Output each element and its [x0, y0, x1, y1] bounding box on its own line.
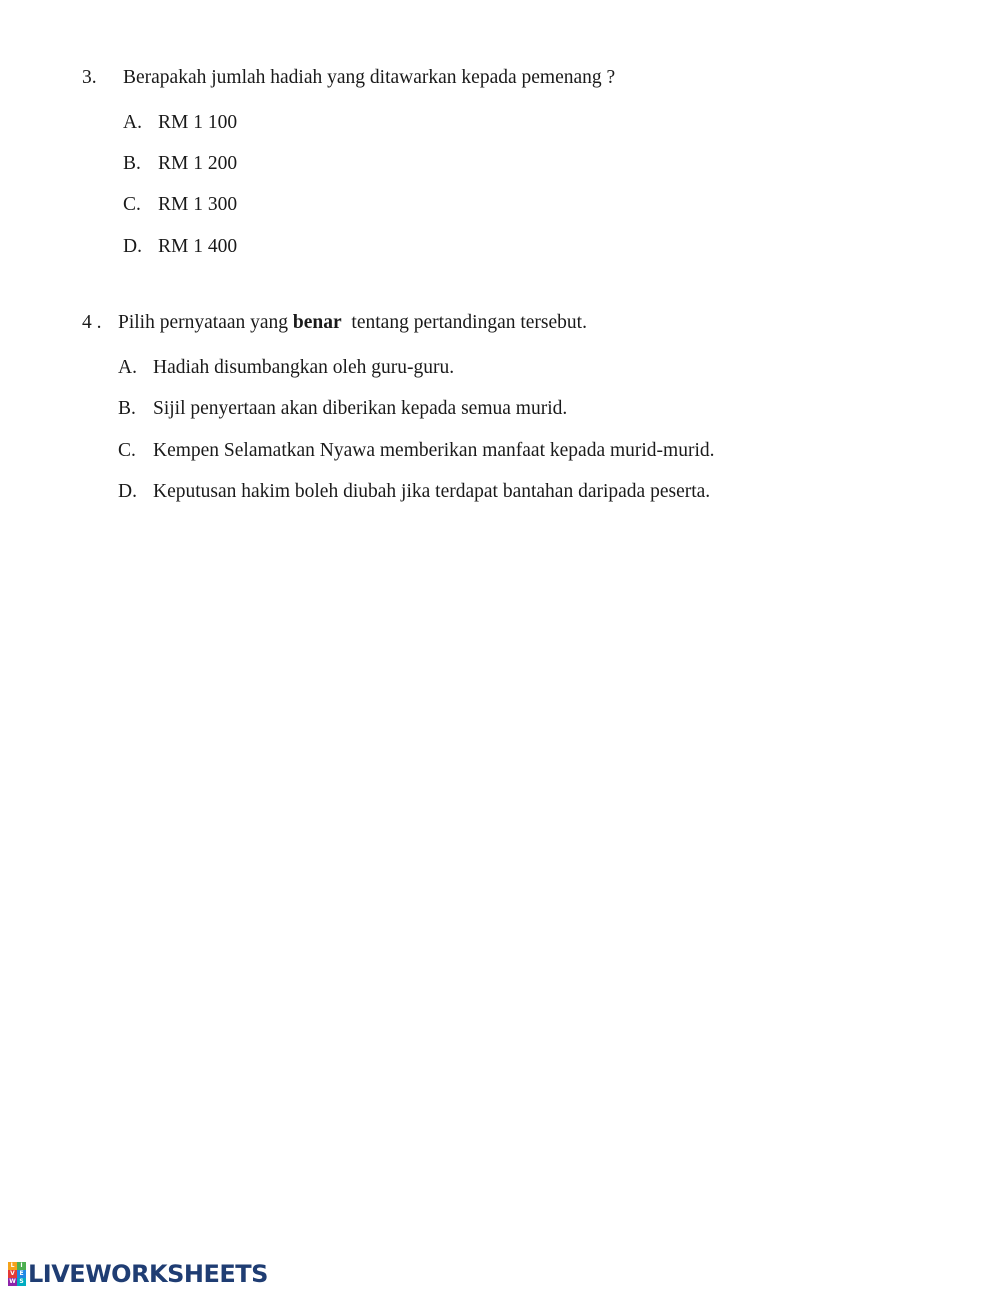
question-3-option-c-text[interactable]: RM 1 300 [158, 194, 238, 215]
liveworksheets-logo-text: LIVEWORKSHEETS [28, 1260, 268, 1288]
question-3-option-b-letter[interactable]: B. [123, 153, 141, 174]
question-4-option-c-letter[interactable]: C. [118, 440, 136, 461]
logo-icon-cell: V [8, 1270, 17, 1278]
question-4-text-bold: benar [292, 312, 342, 333]
question-4-number: 4 . [82, 312, 102, 333]
question-4-option-c-text[interactable]: Kempen Selamatkan Nyawa memberikan manfaat kepada murid-murid. [153, 440, 715, 461]
question-3-option-d-letter[interactable]: D. [123, 236, 142, 257]
logo-icon-cell: W [9, 1278, 16, 1285]
logo-icon-cell: I [17, 1262, 26, 1270]
liveworksheets-logo[interactable] [8, 1259, 268, 1289]
logo-icon-cell: E [17, 1270, 26, 1278]
question-3-option-b-text[interactable]: RM 1 200 [158, 153, 238, 174]
question-4-option-d-text[interactable]: Keputusan hakim boleh diubah jika terdapat bantahan daripada peserta. [153, 481, 711, 502]
logo-icon-cell: S [17, 1278, 26, 1286]
logo-icon-cell: L [8, 1262, 17, 1270]
question-4-text-after: tentang pertandingan tersebut. [341, 312, 587, 333]
question-4-option-b-letter[interactable]: B. [118, 398, 136, 419]
question-3-option-a-letter[interactable]: A. [123, 112, 142, 133]
question-4-text [118, 311, 587, 335]
question-3-option-c-letter[interactable]: C. [123, 194, 141, 215]
liveworksheets-logo-icon [8, 1262, 26, 1286]
question-3-text: Berapakah jumlah hadiah yang ditawarkan kepada pemenang ? [123, 67, 616, 88]
question-3-number: 3. [82, 67, 97, 88]
question-4-option-d-letter[interactable]: D. [118, 481, 137, 502]
question-3-option-d-text[interactable]: RM 1 400 [158, 236, 238, 257]
question-4-option-a-text[interactable]: Hadiah disumbangkan oleh guru-guru. [153, 357, 455, 378]
question-4-option-b-text[interactable]: Sijil penyertaan akan diberikan kepada semua murid. [153, 398, 568, 419]
question-4-text-before: Pilih pernyataan yang [118, 312, 293, 333]
question-4-option-a-letter[interactable]: A. [118, 357, 137, 378]
question-3-option-a-text[interactable]: RM 1 100 [158, 112, 238, 133]
